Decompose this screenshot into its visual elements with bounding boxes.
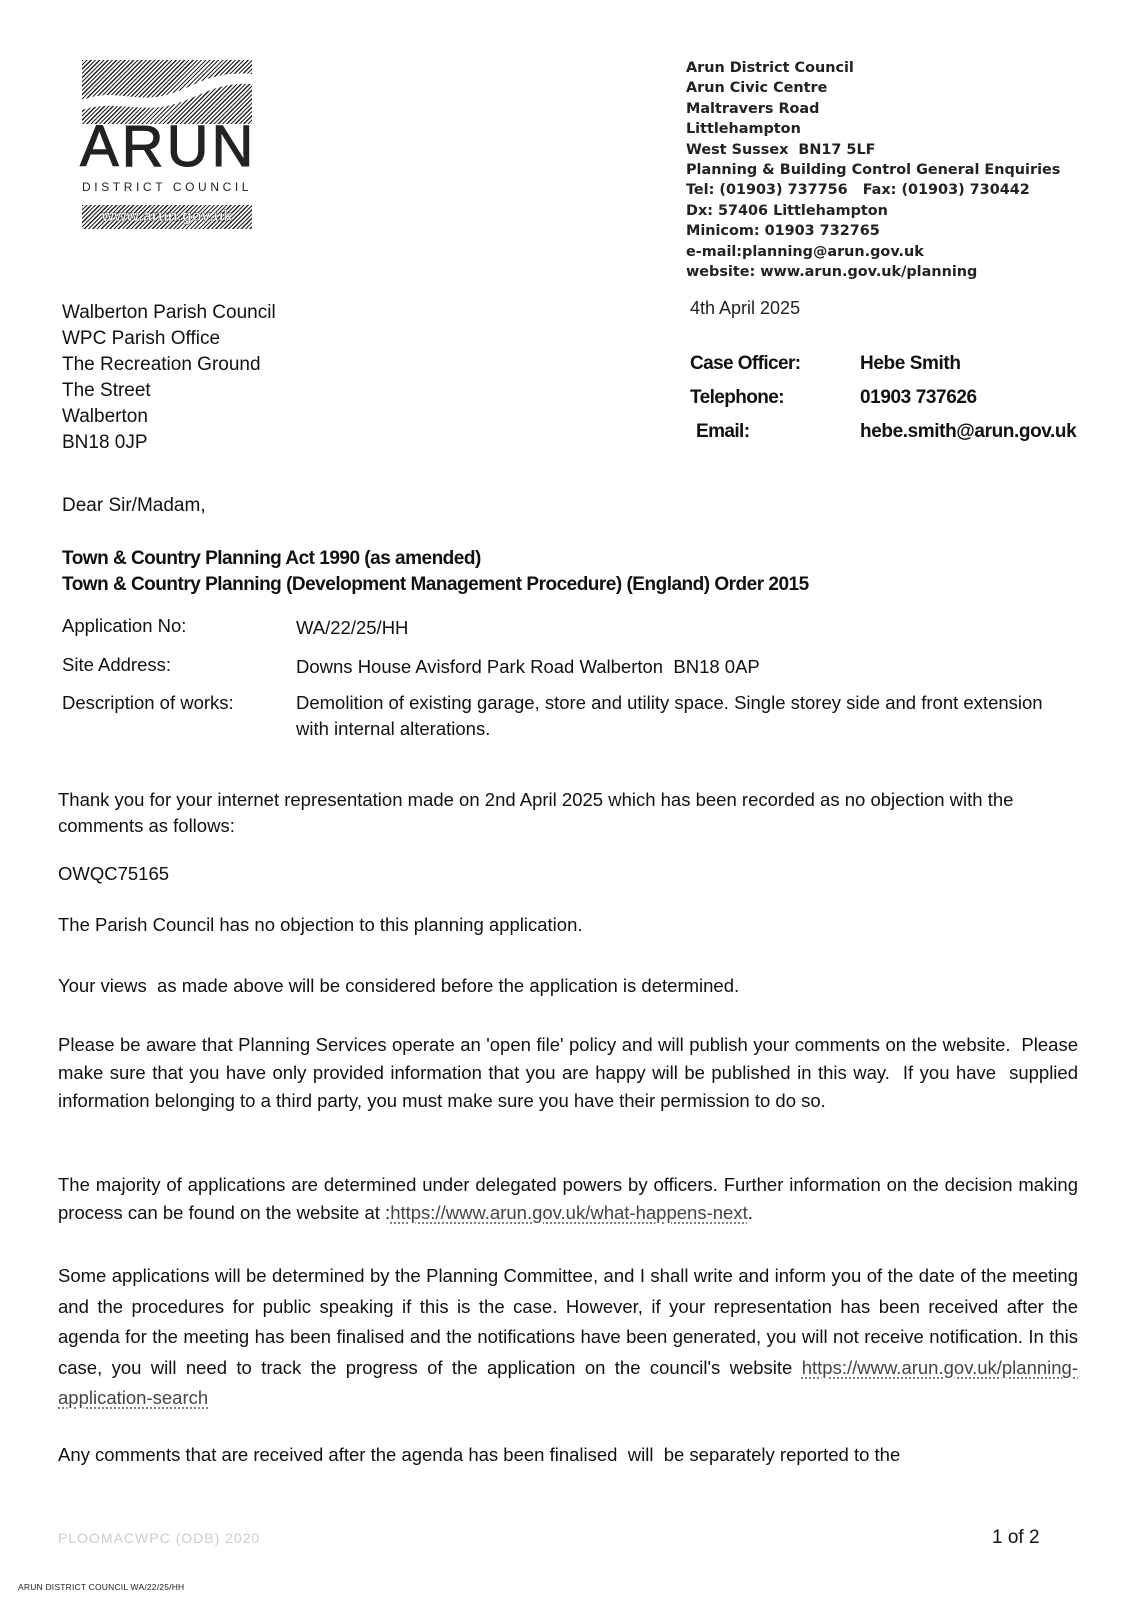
address-line: Tel: (01903) 737756 Fax: (01903) 730442 [686,182,1030,199]
address-line: website: www.arun.gov.uk/planning [686,264,978,281]
address-line: Arun Civic Centre [686,80,828,97]
logo-wordmark: ARUN [80,114,257,179]
email-address: hebe.smith@arun.gov.uk [860,421,1077,442]
footer-form-code: PLOOMACWPC (ODB) 2020 [58,1530,261,1546]
recipient-line: Walberton Parish Council [62,302,276,323]
representation-paragraph: Thank you for your internet representation made on 2nd April 2025 which has been recorded as no objection with the comments as follows: [58,789,1014,836]
planning-search-link[interactable]: https://www.arun.gov.uk/planning-application-search [58,1356,1078,1408]
recipient-line: BN18 0JP [62,432,148,453]
case-officer-label: Case Officer: [690,353,801,374]
comment-text: The Parish Council has no objection to this planning application. [58,914,583,935]
recipient-line: Walberton [62,406,148,427]
recipient-line: The Street [62,380,151,401]
address-line: Arun District Council [686,60,854,76]
address-line: Minicom: 01903 732765 [686,223,880,240]
logo-website: www.arun.gov.uk [82,205,252,229]
logo-subtitle: DISTRICT COUNCIL [82,180,253,194]
order-heading: Town & Country Planning (Development Management Procedure) (England) Order 2015 [62,574,809,595]
council-address [686,58,1060,282]
act-heading: Town & Country Planning Act 1990 (as amended) [62,548,481,569]
address-line: e-mail:planning@arun.gov.uk [686,243,924,260]
works-description-label: Description of works: [62,692,234,713]
site-address: Downs House Avisford Park Road Walberton BN18 0AP [296,656,760,677]
address-line: Dx: 57406 Littlehampton [686,202,888,219]
recipient-line: WPC Parish Office [62,328,221,349]
letter-date: 4th April 2025 [690,298,801,318]
application-number: WA/22/25/HH [296,617,409,638]
address-line: Planning & Building Control General Enquiries [686,162,1061,179]
address-line: Littlehampton [686,121,801,138]
what-happens-next-link[interactable]: https://www.arun.gov.uk/what-happens-next [390,1202,748,1223]
telephone-number: 01903 737626 [860,387,977,408]
works-description: Demolition of existing garage, store and utility space. Single storey side and front extension with internal alterations. [296,692,1043,739]
application-number-label: Application No: [62,615,187,636]
address-line: Maltravers Road [686,100,820,117]
planning-committee-paragraph: Some applications will be determined by the Planning Committee, and I shall write and inform you of the date of the meeting and the procedures for public speaking if this is the case. However, if your representation has been received after the agenda for the meeting has been finalised and the notifications have been generated, you will not receive notification. In this case, you will need to track the progress of the application on the council's website https://www.arun.gov.uk/planning-application-search [58,1265,1078,1408]
open-file-paragraph: Please be aware that Planning Services operate an 'open file' policy and will publish your comments on the website. Please make sure that you have only provided information that you are happy will be published in this way. If you have supplied information belonging to a third party, you must make sure you have their permission to do so. [58,1034,1084,1111]
representation-reference: OWQC75165 [58,863,170,884]
case-officer-name: Hebe Smith [860,353,961,374]
site-address-label: Site Address: [62,654,172,675]
salutation: Dear Sir/Madam, [62,495,206,516]
page-number: 1 of 2 [992,1527,1040,1548]
email-label: Email: [696,421,750,442]
recipient-address [62,300,276,456]
recipient-line: The Recreation Ground [62,354,261,375]
delegated-powers-paragraph: The majority of applications are determined under delegated powers by officers. Further information on the decision making process can be found on the website at :https://www.arun.gov.uk/what-happens-next. [58,1174,1078,1223]
address-line: West Sussex BN17 5LF [686,141,876,158]
late-comments-paragraph: Any comments that are received after the agenda has been finalised will be separately reported to the [58,1444,901,1465]
footer-reference: ARUN DISTRICT COUNCIL WA/22/25/HH [18,1582,185,1592]
views-paragraph: Your views as made above will be considered before the application is determined. [58,975,740,996]
telephone-label: Telephone: [690,387,784,408]
